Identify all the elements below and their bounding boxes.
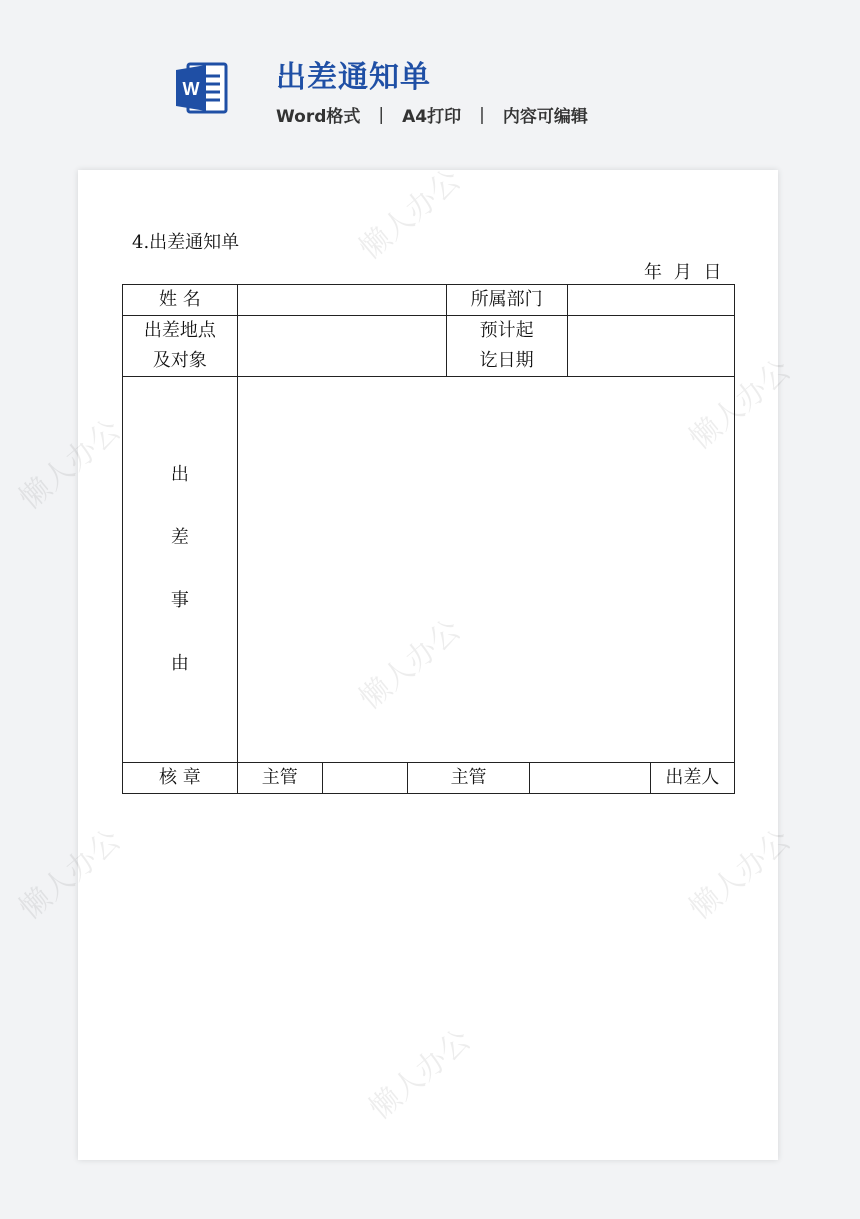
dates-label: [446, 316, 567, 377]
watermark: 懒人办公: [13, 412, 128, 517]
watermark: 懒人办公: [683, 352, 798, 457]
dates-label-line-1: 预计起: [479, 320, 534, 341]
reason-char: 由: [170, 653, 189, 674]
watermark: 懒人办公: [353, 612, 468, 717]
reason-value-cell[interactable]: [237, 377, 734, 763]
location-label: [123, 316, 238, 377]
tag-a4-print: A4打印: [402, 107, 462, 127]
watermark: 懒人办公: [683, 822, 798, 927]
travel-notice-form: [122, 284, 735, 794]
watermark: 懒人办公: [363, 1022, 478, 1127]
tag-word-format: Word格式: [276, 107, 361, 127]
format-tags: [276, 102, 588, 127]
reason-label: [123, 377, 238, 763]
svg-text:W: W: [182, 79, 200, 99]
dates-value-cell[interactable]: [567, 316, 735, 377]
document-page: [13, 162, 798, 1160]
date-line: 年 月 日: [644, 262, 722, 283]
location-value-cell[interactable]: [237, 316, 446, 377]
department-label: 所属部门: [446, 285, 567, 316]
tag-separator: |: [479, 104, 485, 125]
watermark: 懒人办公: [13, 822, 128, 927]
name-value-cell[interactable]: [237, 285, 446, 316]
location-label-line-1: 出差地点: [143, 320, 216, 341]
dates-label-line-2: 讫日期: [479, 350, 534, 371]
tag-editable: 内容可编辑: [502, 107, 588, 127]
seal-label: 核 章: [123, 763, 238, 794]
supervisor-signature-cell[interactable]: [322, 763, 407, 794]
supervisor-label: 主管: [408, 763, 530, 794]
tag-separator: |: [378, 104, 385, 125]
page-title: 出差通知单: [276, 60, 431, 95]
supervisor-signature-cell[interactable]: [529, 763, 650, 794]
document-heading: 4.出差通知单: [132, 232, 240, 253]
name-label: 姓 名: [123, 285, 238, 316]
location-label-line-2: 及对象: [152, 350, 207, 371]
reason-char: 差: [170, 527, 189, 548]
reason-char: 事: [170, 590, 189, 611]
department-value-cell[interactable]: [567, 285, 735, 316]
page-header: [0, 0, 860, 160]
supervisor-label: 主管: [237, 763, 322, 794]
word-document-icon: [174, 60, 230, 116]
reason-char: 出: [170, 464, 189, 485]
traveler-label: 出差人: [650, 763, 734, 794]
watermark: 懒人办公: [353, 162, 468, 267]
